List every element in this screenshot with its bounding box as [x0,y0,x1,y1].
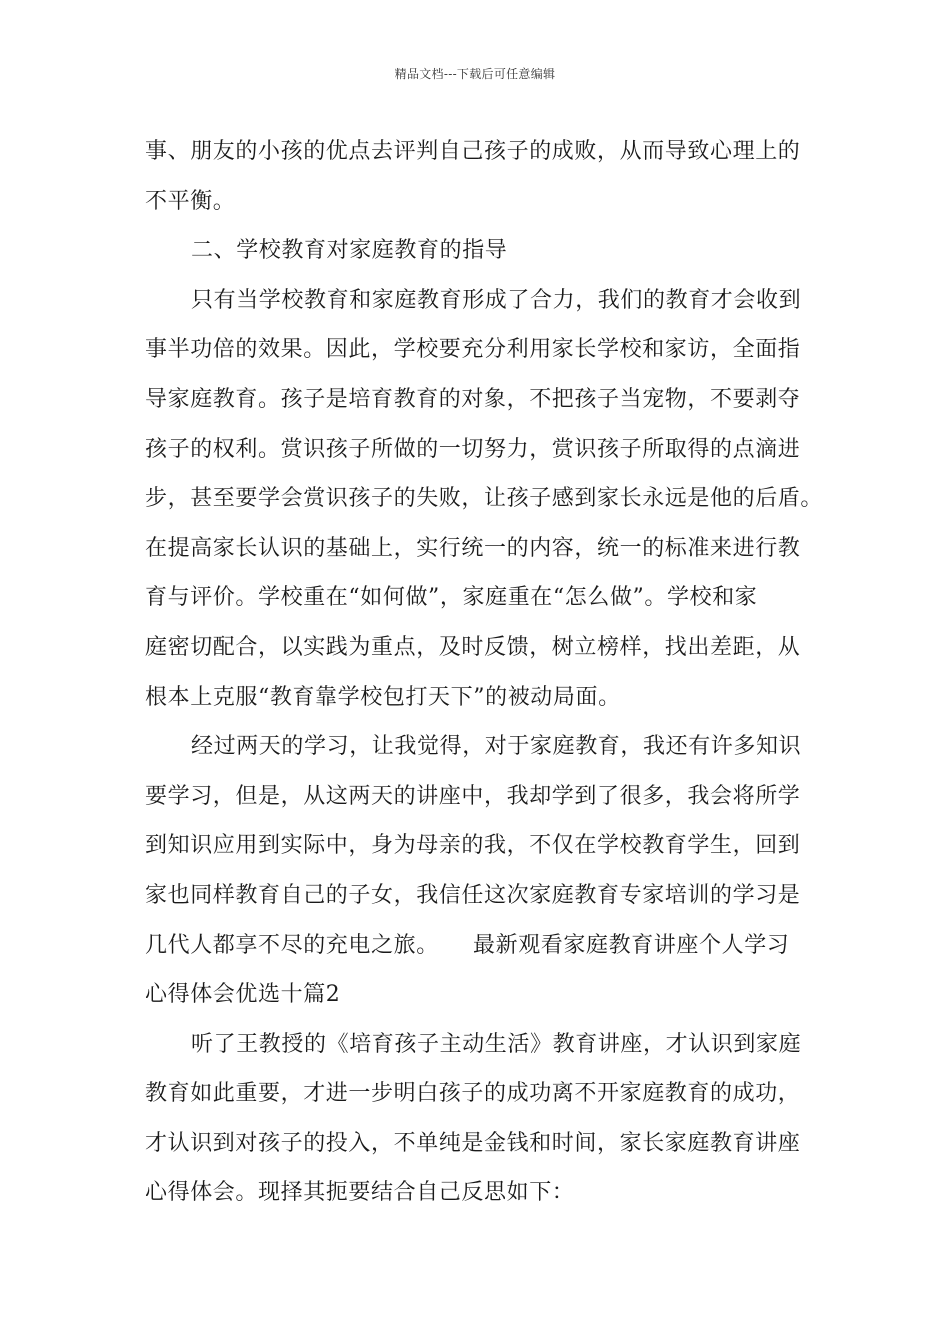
text-line: 事、朋友的小孩的优点去评判自己孩子的成败，从而导致心理上的 [145,139,801,164]
text-line: 要学习，但是，从这两天的讲座中，我却学到了很多，我会将所学 [145,783,801,809]
text-line: 心得体会。现择其扼要结合自己反思如下： [145,1180,575,1206]
text-line: 只有当学校教育和家庭教育形成了合力，我们的教育才会收到 [191,287,802,313]
text-line: 经过两天的学习，让我觉得，对于家庭教育，我还有许多知识 [191,734,802,760]
text-line: 在提高家长认识的基础上，实行统一的内容，统一的标准来进行教 [145,535,801,561]
text-line: 到知识应用到实际中，身为母亲的我，不仅在学校教育学生，回到 [145,833,801,859]
text-line: 事半功倍的效果。因此，学校要充分利用家长学校和家访，全面指 [145,337,801,363]
text-line: 育与评价。学校重在“如何做”，家庭重在“怎么做”。学校和家 [145,585,758,611]
text-line: 孩子的权利。赏识孩子所做的一切努力，赏识孩子所取得的点滴进 [145,436,801,462]
text-line: 导家庭教育。孩子是培育教育的对象，不把孩子当宠物，不要剥夺 [145,386,801,412]
text-line: 心得体会优选十篇2 [145,982,341,1008]
text-line: 教育如此重要，才进一步明白孩子的成功离不开家庭教育的成功， [145,1081,801,1107]
page-header: 精品文档---下载后可任意编辑 [394,67,556,81]
text-line: 几代人都享不尽的充电之旅。 最新观看家庭教育讲座个人学习 [145,932,790,958]
document-body [145,132,824,1223]
text-line: 才认识到对孩子的投入，不单纯是金钱和时间，家长家庭教育讲座 [145,1130,801,1156]
text-line: 听了王教授的《培育孩子主动生活》教育讲座，才认识到家庭 [191,1031,802,1057]
text-line: 根本上克服“教育靠学校包打天下”的被动局面。 [145,684,621,710]
text-line: 庭密切配合，以实践为重点，及时反馈，树立榜样，找出差距，从 [145,634,801,660]
text-line: 步，甚至要学会赏识孩子的失败，让孩子感到家长永远是他的后盾。 [145,486,824,512]
section-heading: 二、学校教育对家庭教育的指导 [191,238,508,264]
text-line: 家也同样教育自己的子女，我信任这次家庭教育专家培训的学习是 [145,882,801,908]
text-line: 不平衡。 [145,188,236,214]
